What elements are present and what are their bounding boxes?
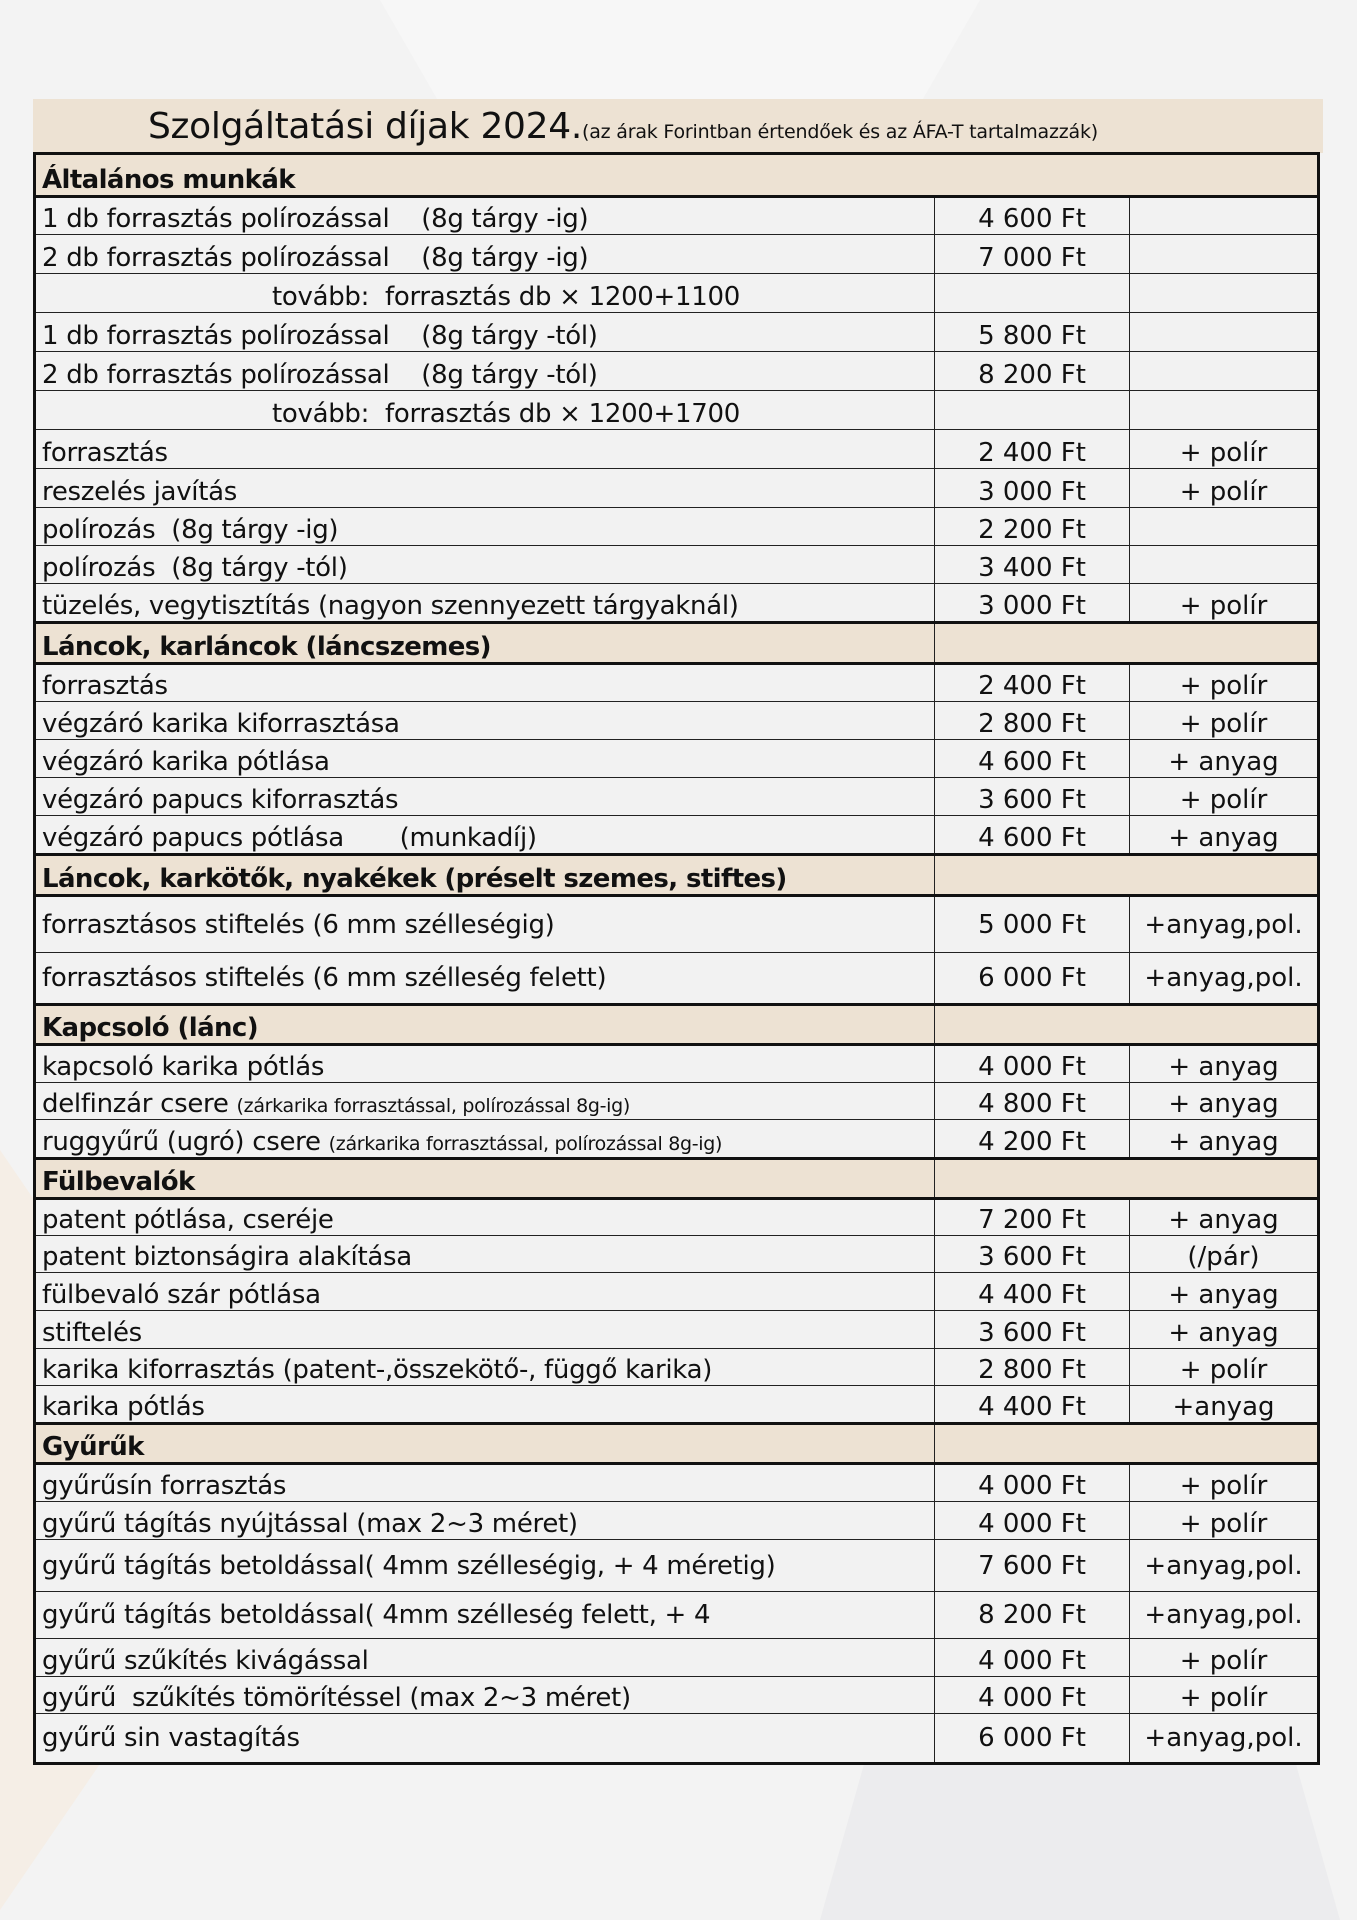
row-label: gyűrű sin vastagítás <box>42 1723 300 1753</box>
row-note <box>1129 198 1317 234</box>
table-row <box>36 1539 1317 1591</box>
row-price: 2 400 Ft <box>934 430 1129 468</box>
row-label: gyűrű szűkítés kivágással <box>42 1646 369 1676</box>
row-price: 4 600 Ft <box>934 816 1129 853</box>
row-note: + anyag <box>1129 1046 1317 1082</box>
row-note: +anyag,pol. <box>1129 897 1317 952</box>
section-title: Gyűrűk <box>42 1432 144 1462</box>
row-label: 1 db forrasztás polírozással (8g tárgy -ig) <box>42 204 589 234</box>
row-price: 7 200 Ft <box>934 1200 1129 1235</box>
row-price: 4 400 Ft <box>934 1386 1129 1422</box>
row-note <box>1129 352 1317 390</box>
row-price: 3 600 Ft <box>934 1236 1129 1272</box>
row-note: + polír <box>1129 430 1317 468</box>
row-label: karika kiforrasztás (patent-,összekötő-, függő karika) <box>42 1355 713 1385</box>
row-label: végzáró papucs kiforrasztás <box>42 785 399 815</box>
table-row <box>36 1348 1317 1385</box>
table-row <box>36 1119 1317 1157</box>
row-price: 8 200 Ft <box>934 352 1129 390</box>
row-note: + anyag <box>1129 740 1317 777</box>
table-row <box>36 1385 1317 1422</box>
price-table <box>33 152 1320 1765</box>
section-title: Általános munkák <box>42 165 296 195</box>
table-row <box>36 390 1317 429</box>
row-label: 2 db forrasztás polírozással (8g tárgy -ig) <box>42 243 589 273</box>
row-label: fülbevaló szár pótlása <box>42 1280 321 1310</box>
row-note: + anyag <box>1129 1311 1317 1348</box>
row-price: 3 000 Ft <box>934 584 1129 621</box>
row-label: tovább: forrasztás db × 1200+1700 <box>272 399 741 429</box>
row-price <box>934 274 1129 312</box>
table-row <box>36 1591 1317 1638</box>
row-label: végzáró karika kiforrasztása <box>42 709 400 739</box>
table-row <box>36 952 1317 1003</box>
title-main: Szolgáltatási díjak 2024. <box>148 106 583 147</box>
table-row <box>36 429 1317 468</box>
row-label: stiftelés <box>42 1318 142 1348</box>
row-price: 4 000 Ft <box>934 1677 1129 1713</box>
row-price: 2 800 Ft <box>934 702 1129 739</box>
table-row <box>36 1082 1317 1119</box>
row-label: gyűrű tágítás nyújtással (max 2~3 méret) <box>42 1509 578 1539</box>
row-label: tovább: forrasztás db × 1200+1100 <box>272 282 741 312</box>
row-note: +anyag,pol. <box>1129 1714 1317 1762</box>
row-label: kapcsoló karika pótlás <box>42 1052 325 1082</box>
row-label: forrasztás <box>42 438 168 468</box>
row-note: +anyag,pol. <box>1129 953 1317 1003</box>
table-row <box>36 468 1317 507</box>
row-price: 8 200 Ft <box>934 1592 1129 1638</box>
row-note <box>1129 546 1317 583</box>
row-note: + anyag <box>1129 1120 1317 1157</box>
table-row <box>36 1235 1317 1272</box>
row-label: gyűrű tágítás betoldással( 4mm szélleség felett, + 4 <box>42 1600 711 1630</box>
section-header-rings <box>36 1422 1317 1462</box>
row-price: 4 000 Ft <box>934 1046 1129 1082</box>
table-row <box>36 1638 1317 1676</box>
section-header-earrings <box>36 1157 1317 1197</box>
row-label: reszelés javítás <box>42 477 237 507</box>
row-label: forrasztásos stiftelés (6 mm szélleségig) <box>42 909 555 940</box>
row-note: + anyag <box>1129 1200 1317 1235</box>
row-note: + polír <box>1129 469 1317 507</box>
table-row <box>36 894 1317 952</box>
row-label: gyűrű tágítás betoldással( 4mm szélleségig, + 4 méretig) <box>42 1550 776 1581</box>
row-label: forrasztásos stiftelés (6 mm szélleség felett) <box>42 963 607 993</box>
row-price <box>934 391 1129 429</box>
row-price: 4 000 Ft <box>934 1639 1129 1676</box>
table-row <box>36 701 1317 739</box>
table-row <box>36 739 1317 777</box>
row-note <box>1129 508 1317 545</box>
table-row <box>36 1501 1317 1539</box>
table-row <box>36 195 1317 234</box>
table-row <box>36 777 1317 815</box>
section-title: Fülbevalók <box>42 1167 195 1197</box>
row-note: + polír <box>1129 1502 1317 1539</box>
row-label: patent biztonságira alakítása <box>42 1242 412 1272</box>
row-note: +anyag,pol. <box>1129 1540 1317 1591</box>
section-title: Láncok, karkötők, nyakékek (préselt szemes, stiftes) <box>42 864 787 894</box>
table-row <box>36 312 1317 351</box>
table-row <box>36 1272 1317 1310</box>
row-label: patent pótlása, cseréje <box>42 1205 334 1235</box>
table-row <box>36 1676 1317 1713</box>
row-label: gyűrűsín forrasztás <box>42 1471 287 1501</box>
row-price: 2 200 Ft <box>934 508 1129 545</box>
row-price: 4 000 Ft <box>934 1465 1129 1501</box>
row-note: + anyag <box>1129 1273 1317 1310</box>
row-label: forrasztás <box>42 671 168 701</box>
page-title <box>148 103 1098 157</box>
row-price: 4 800 Ft <box>934 1083 1129 1119</box>
row-note: + polír <box>1129 1349 1317 1385</box>
row-note: + polír <box>1129 778 1317 815</box>
section-header-pressed-chains <box>36 853 1317 894</box>
row-note <box>1129 235 1317 273</box>
table-row <box>36 507 1317 545</box>
row-note: + polír <box>1129 584 1317 621</box>
table-row <box>36 1197 1317 1235</box>
row-price: 3 600 Ft <box>934 778 1129 815</box>
row-note: + polír <box>1129 702 1317 739</box>
section-title: Láncok, karláncok (láncszemes) <box>42 632 491 662</box>
row-price: 6 000 Ft <box>934 953 1129 1003</box>
table-row <box>36 545 1317 583</box>
row-note: + polír <box>1129 1465 1317 1501</box>
row-price: 4 600 Ft <box>934 198 1129 234</box>
row-label: végzáró papucs pótlása (munkadíj) <box>42 823 537 853</box>
row-price: 7 600 Ft <box>934 1540 1129 1591</box>
row-label: delfinzár csere (zárkarika forrasztással, polírozással 8g-ig) <box>42 1089 631 1119</box>
section-title: Kapcsoló (lánc) <box>42 1013 259 1043</box>
row-price: 3 600 Ft <box>934 1311 1129 1348</box>
row-note: + polír <box>1129 1677 1317 1713</box>
row-price: 7 000 Ft <box>934 235 1129 273</box>
section-header-chains <box>36 621 1317 662</box>
row-note: + anyag <box>1129 816 1317 853</box>
row-note: + polír <box>1129 1639 1317 1676</box>
row-note: +anyag <box>1129 1386 1317 1422</box>
table-row <box>36 273 1317 312</box>
row-price: 4 400 Ft <box>934 1273 1129 1310</box>
table-row <box>36 351 1317 390</box>
table-row <box>36 234 1317 273</box>
row-price: 2 400 Ft <box>934 665 1129 701</box>
row-note <box>1129 313 1317 351</box>
row-label: polírozás (8g tárgy -tól) <box>42 553 348 583</box>
row-note: + anyag <box>1129 1083 1317 1119</box>
table-row <box>36 1462 1317 1501</box>
table-row <box>36 1713 1317 1762</box>
row-label: 1 db forrasztás polírozással (8g tárgy -tól) <box>42 321 598 351</box>
row-label: végzáró karika pótlása <box>42 747 330 777</box>
table-row <box>36 815 1317 853</box>
row-price: 4 000 Ft <box>934 1502 1129 1539</box>
row-label: polírozás (8g tárgy -ig) <box>42 515 339 545</box>
title-subtitle: (az árak Forintban értendőek és az ÁFA-T tartalmazzák) <box>582 121 1099 143</box>
row-note <box>1129 274 1317 312</box>
row-note: + polír <box>1129 665 1317 701</box>
row-label: ruggyűrű (ugró) csere (zárkarika forrasztással, polírozással 8g-ig) <box>42 1127 723 1157</box>
table-row <box>36 662 1317 701</box>
row-label: gyűrű szűkítés tömörítéssel (max 2~3 méret) <box>42 1683 631 1713</box>
row-price: 4 200 Ft <box>934 1120 1129 1157</box>
row-price: 2 800 Ft <box>934 1349 1129 1385</box>
row-price: 3 000 Ft <box>934 469 1129 507</box>
table-row <box>36 1310 1317 1348</box>
row-label: tüzelés, vegytisztítás (nagyon szennyezett tárgyaknál) <box>42 591 739 621</box>
row-label: karika pótlás <box>42 1392 205 1422</box>
section-header-clasp <box>36 1003 1317 1043</box>
row-price: 5 800 Ft <box>934 313 1129 351</box>
table-row <box>36 583 1317 621</box>
row-price: 5 000 Ft <box>934 897 1129 952</box>
row-label: 2 db forrasztás polírozással (8g tárgy -tól) <box>42 360 598 390</box>
row-price: 6 000 Ft <box>934 1714 1129 1762</box>
section-header-general <box>36 155 1317 195</box>
row-price: 3 400 Ft <box>934 546 1129 583</box>
row-price: 4 600 Ft <box>934 740 1129 777</box>
table-row <box>36 1043 1317 1082</box>
row-note: (/pár) <box>1129 1236 1317 1272</box>
row-note <box>1129 391 1317 429</box>
row-note: +anyag,pol. <box>1129 1592 1317 1638</box>
